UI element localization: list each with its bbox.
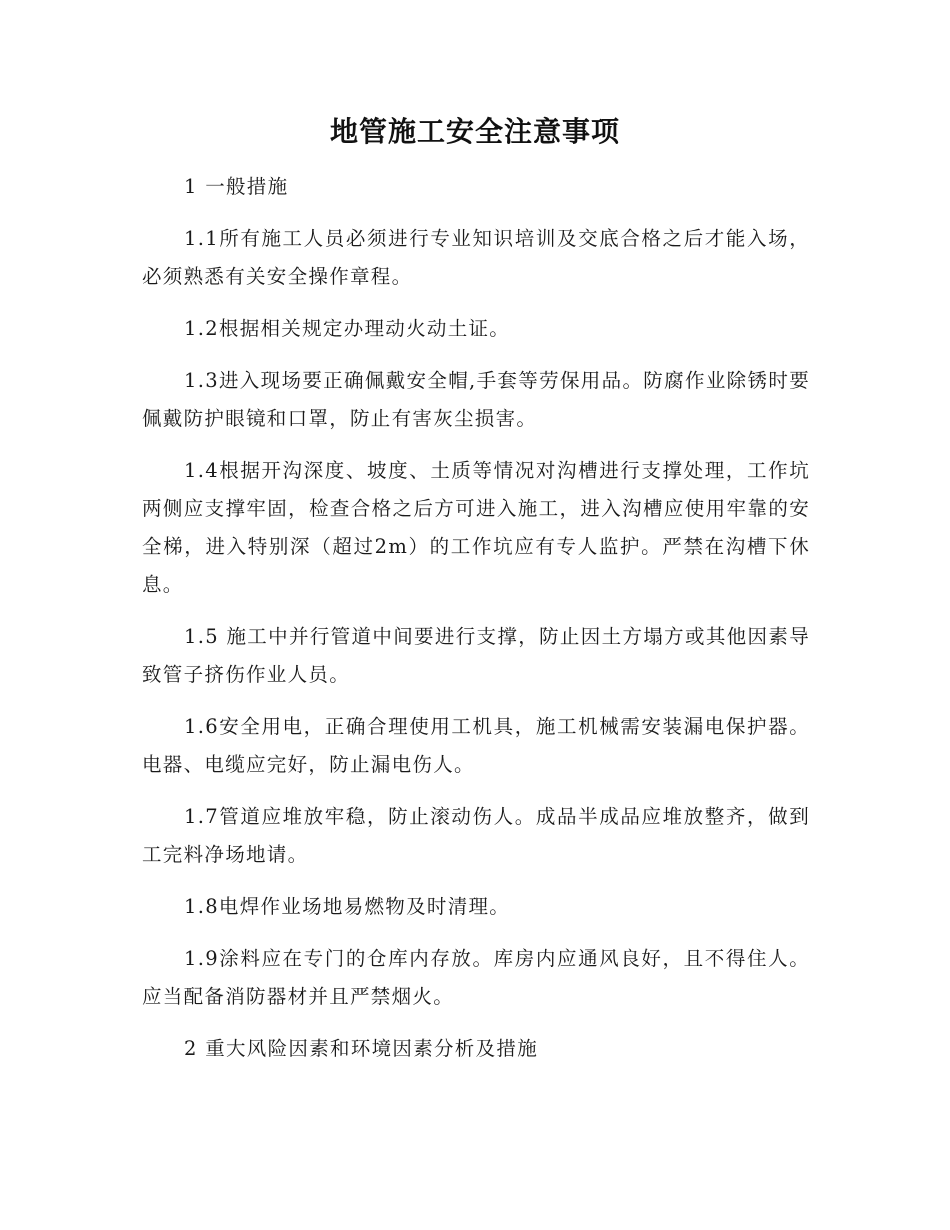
paragraph-1-6: 1.6安全用电，正确合理使用工机具，施工机械需安装漏电保护器。电器、电缆应完好，防止漏电伤人。 <box>142 715 810 776</box>
paragraph-1-9: 1.9涂料应在专门的仓库内存放。库房内应通风良好，且不得住人。应当配备消防器材并且严禁烟火。 <box>142 947 810 1008</box>
paragraph-1-5: 1.5 施工中并行管道中间要进行支撑，防止因土方塌方或其他因素导致管子挤伤作业人员。 <box>142 625 810 686</box>
paragraph-1-1: 1.1所有施工人员必须进行专业知识培训及交底合格之后才能入场，必须熟悉有关安全操作章程。 <box>142 227 810 288</box>
paragraph-1-4: 1.4根据开沟深度、坡度、土质等情况对沟槽进行支撑处理，工作坑两侧应支撑牢固，检查合格之后方可进入施工，进入沟槽应使用牢靠的安全梯，进入特别深（超过2m）的工作坑应有专人监护。严禁在沟槽下休息。 <box>142 459 810 596</box>
document-body <box>142 168 810 1082</box>
paragraph-1-2: 1.2根据相关规定办理动火动土证。 <box>184 317 511 340</box>
paragraph-1-3: 1.3进入现场要正确佩戴安全帽,手套等劳保用品。防腐作业除锈时要佩戴防护眼镜和口罩，防止有害灰尘损害。 <box>142 369 810 430</box>
paragraph-1-8: 1.8电焊作业场地易燃物及时清理。 <box>184 895 511 918</box>
section-heading-1: 1 一般措施 <box>184 175 289 198</box>
section-heading-2: 2 重大风险因素和环境因素分析及措施 <box>184 1037 539 1060</box>
paragraph-1-7: 1.7管道应堆放牢稳，防止滚动伤人。成品半成品应堆放整齐，做到工完料净场地请。 <box>142 805 810 866</box>
document-title: 地管施工安全注意事项 <box>329 115 620 148</box>
